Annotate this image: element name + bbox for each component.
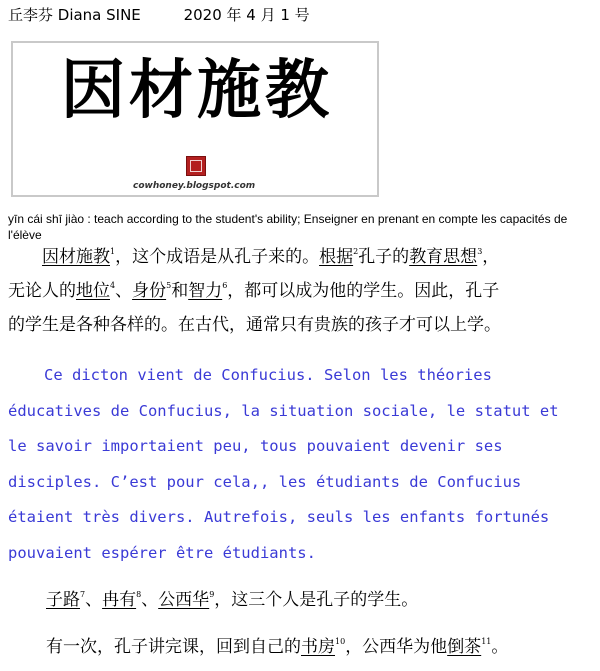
footnote-ref: 4 — [110, 281, 116, 290]
term-yincaishijiao: 因材施教 — [42, 247, 110, 267]
term-ranyou: 冉有 — [102, 590, 137, 610]
document-date: 2020 年 4 月 1 号 — [183, 6, 310, 24]
term-shufang: 书房 — [301, 637, 335, 657]
term-gongxihua: 公西华 — [158, 590, 210, 610]
french-line-5: étaient très divers. Autrefois, seuls les enfants fortunés — [8, 508, 550, 526]
text-span: ，这个成语是从孔子来的。 — [115, 247, 320, 267]
term-daocha: 倒茶 — [447, 637, 482, 657]
footnote-ref: 5 — [166, 281, 172, 290]
document-header — [8, 4, 310, 25]
author-name: 丘李芬 Diana SINE — [8, 6, 141, 24]
para1-line1 — [8, 240, 598, 274]
term-genju: 根据 — [319, 247, 354, 267]
footnote-ref: 1 — [110, 247, 116, 256]
footnote-ref: 11 — [481, 637, 492, 646]
calligraphy-characters: 因材施教 — [61, 53, 333, 128]
text-span: 无论人的 — [8, 281, 76, 301]
pinyin-translation: yīn cái shī jiào : teach according to the student's ability; Enseigner en prenant en compte les capacités de l'élève — [8, 212, 568, 242]
footnote-ref: 8 — [136, 590, 142, 599]
footnote-ref: 6 — [222, 281, 228, 290]
text-span: 和 — [171, 281, 189, 301]
text-span: 孔子的 — [358, 247, 410, 267]
text-span: ，这三个人是孔子的学生。 — [214, 590, 419, 610]
calligraphy-image — [11, 41, 379, 197]
term-shenfen: 身份 — [132, 281, 167, 301]
french-line-4: disciples. C’est pour cela,, les étudiants de Confucius — [8, 472, 522, 491]
red-seal-stamp — [186, 156, 206, 176]
text-span: 。 — [491, 637, 509, 657]
text-span: ，都可以成为他的学生。因此，孔子 — [227, 281, 500, 301]
term-jiaoyusixiang: 教育思想 — [409, 247, 478, 267]
text-span: ，公西华为他 — [345, 637, 448, 657]
footnote-ref: 9 — [209, 590, 215, 599]
term-zilu: 子路 — [46, 590, 80, 610]
footnote-ref: 10 — [335, 637, 346, 646]
image-watermark: cowhoney.blogspot.com — [133, 181, 256, 191]
french-line-2: éducatives de Confucius, la situation sociale, le statut et — [8, 401, 559, 420]
chinese-paragraph-1 — [8, 240, 598, 342]
footnote-ref: 2 — [353, 247, 359, 256]
footnote-ref: 3 — [477, 247, 483, 256]
text-span: 、 — [141, 590, 159, 610]
text-span: 有一次，孔子讲完课，回到自己的 — [46, 637, 301, 657]
text-span: 、 — [115, 281, 133, 301]
french-line-6: pouvaient espérer être étudiants. — [8, 543, 316, 562]
term-diwei: 地位 — [76, 281, 110, 301]
french-line-3: le savoir importaient peu, tous pouvaient devenir ses — [8, 437, 503, 455]
footnote-ref: 7 — [80, 590, 86, 599]
para1-line2 — [8, 274, 598, 308]
term-zhili: 智力 — [188, 281, 223, 301]
text-span: ， — [482, 247, 500, 267]
french-line-1: Ce dicton vient de Confucius. Selon les théories — [44, 366, 492, 384]
para1-line3: 的学生是各种各样的。在古代，通常只有贵族的孩子才可以上学。 — [8, 315, 501, 335]
chinese-paragraph-2 — [8, 583, 598, 617]
french-paragraph — [8, 358, 598, 571]
text-span: 、 — [85, 590, 103, 610]
chinese-paragraph-3 — [8, 630, 598, 664]
